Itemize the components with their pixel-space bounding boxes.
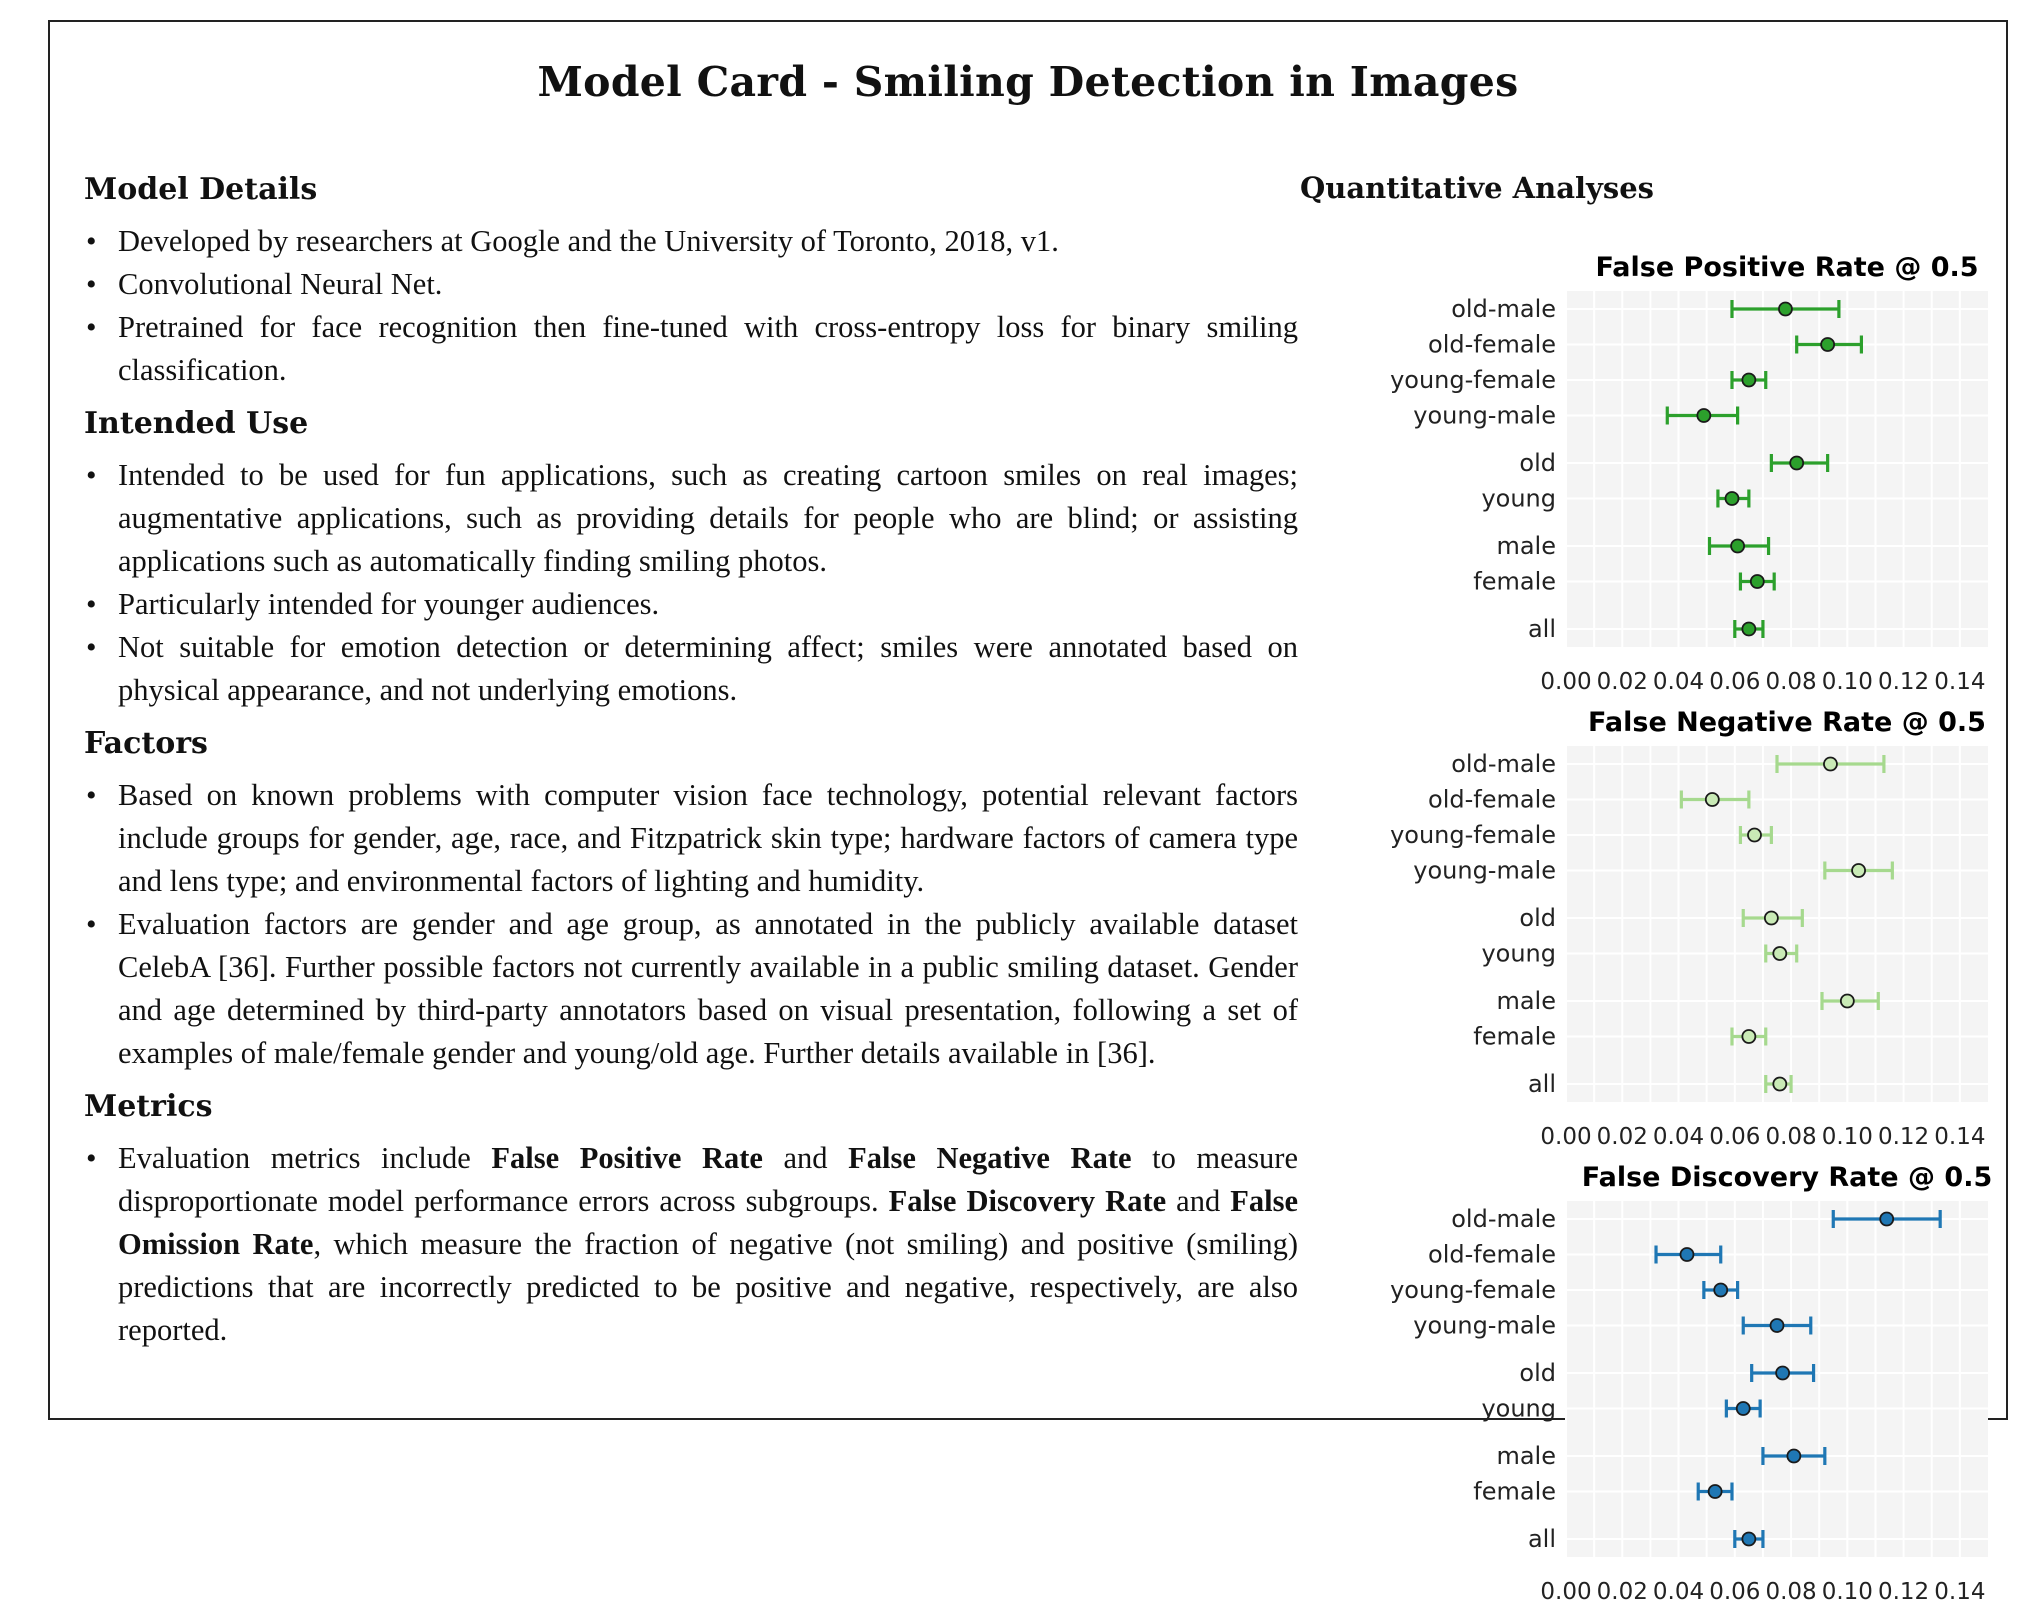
error-bar-chart <box>1300 254 2000 694</box>
bullet-text: Based on known problems with computer vision face technology, potential relevant factors include groups for gender, age, race, and Fitzpatrick skin type; hardware factors of camera type and lens type; and environmental factors of lighting and humidity. <box>118 778 1298 898</box>
bullet-text: , which measure the fraction of negative (not smiling) and positive (smiling) predictions that are incorrectly predicted to be positive and negative, respectively, are also reported. <box>118 1227 1298 1347</box>
data-point-all <box>1742 623 1755 636</box>
bullet-item <box>84 774 1298 903</box>
bullet-text: to measure disproportionate model performance errors across subgroups. <box>118 1141 1299 1218</box>
data-point-old-male <box>1824 758 1837 771</box>
x-tick-label: 0.10 <box>1821 1124 1873 1150</box>
quantitative-analyses-heading: Quantitative Analyses <box>1300 171 1654 205</box>
y-tick-label: male <box>1496 532 1556 560</box>
data-point-female <box>1709 1485 1722 1498</box>
chart-2 <box>1300 709 2000 1149</box>
section-intended-use <box>84 404 1298 712</box>
x-tick-label: 0.06 <box>1709 1579 1761 1604</box>
chart-3 <box>1300 1164 2000 1604</box>
bullet-item <box>84 454 1298 583</box>
chart-title: False Discovery Rate @ 0.5 <box>1581 1162 1993 1193</box>
y-tick-label: all <box>1527 1525 1556 1553</box>
y-tick-label: young <box>1481 939 1556 968</box>
y-tick-label: old-male <box>1451 1205 1556 1233</box>
bullet-list <box>84 220 1298 392</box>
y-tick-label: young <box>1481 1394 1556 1423</box>
y-tick-label: young-female <box>1390 366 1556 394</box>
data-point-young <box>1737 1402 1750 1415</box>
y-tick-label: old-female <box>1428 1240 1556 1269</box>
data-point-young-female <box>1742 374 1755 387</box>
x-tick-label: 0.06 <box>1709 1124 1761 1150</box>
data-point-female <box>1751 575 1764 588</box>
bold-term: False Discovery Rate <box>888 1184 1167 1218</box>
x-tick-label: 0.00 <box>1540 1579 1592 1604</box>
bullet-text: Convolutional Neural Net. <box>118 267 443 301</box>
chart-title: False Positive Rate @ 0.5 <box>1595 252 1979 283</box>
bullet-list <box>84 1137 1298 1352</box>
x-tick-label: 0.10 <box>1821 1579 1873 1604</box>
data-point-old <box>1776 1367 1789 1380</box>
data-point-old-female <box>1706 793 1719 806</box>
data-point-young <box>1773 947 1786 960</box>
bullet-text: Intended to be used for fun applications, such as creating cartoon smiles on real images; augmentative applications, such as providing details for people who are blind; or assisting applications such as automatically finding smiling photos. <box>118 458 1298 578</box>
x-tick-label: 0.00 <box>1540 669 1592 695</box>
y-tick-label: female <box>1473 1477 1556 1506</box>
y-tick-label: old-female <box>1428 330 1556 359</box>
bullet-item <box>84 903 1298 1075</box>
model-card-page <box>48 20 2008 1604</box>
x-tick-label: 0.00 <box>1540 1124 1592 1150</box>
y-tick-label: old-female <box>1428 785 1556 814</box>
error-bar-chart <box>1300 709 2000 1149</box>
y-tick-label: old <box>1519 1359 1556 1387</box>
data-point-old <box>1765 912 1778 925</box>
y-tick-label: old <box>1519 449 1556 477</box>
y-tick-label: young-female <box>1390 821 1556 849</box>
x-tick-label: 0.08 <box>1765 1579 1817 1604</box>
y-tick-label: all <box>1527 615 1556 643</box>
x-tick-label: 0.12 <box>1877 1579 1930 1604</box>
section-heading: Metrics <box>84 1089 213 1124</box>
bullet-item <box>84 220 1298 263</box>
y-tick-label: young-male <box>1413 856 1556 885</box>
data-point-old-female <box>1680 1248 1693 1261</box>
error-bar-chart <box>1300 1164 2000 1604</box>
data-point-young-male <box>1697 409 1710 422</box>
y-tick-label: female <box>1473 1022 1556 1051</box>
data-point-old-male <box>1880 1213 1893 1226</box>
bullet-text: Evaluation metrics include <box>118 1141 492 1175</box>
x-tick-label: 0.06 <box>1709 669 1761 695</box>
bold-term: False Omission Rate <box>118 1184 1298 1261</box>
section-heading: Intended Use <box>84 406 309 441</box>
bullet-text: Particularly intended for younger audiences. <box>118 587 660 621</box>
y-tick-label: male <box>1496 1442 1556 1470</box>
data-point-young <box>1725 492 1738 505</box>
bullet-text: Pretrained for face recognition then fine-tuned with cross-entropy loss for binary smiling classification. <box>118 310 1298 387</box>
x-tick-label: 0.14 <box>1934 1579 1986 1604</box>
page-title: Model Card - Smiling Detection in Images <box>537 58 1519 106</box>
data-point-old <box>1790 457 1803 470</box>
data-point-male <box>1787 1450 1800 1463</box>
data-point-young-female <box>1748 829 1761 842</box>
data-point-old-female <box>1821 338 1834 351</box>
data-point-female <box>1742 1030 1755 1043</box>
bullet-item <box>84 306 1298 392</box>
data-point-all <box>1742 1533 1755 1546</box>
x-tick-label: 0.12 <box>1877 1124 1930 1150</box>
data-point-male <box>1841 995 1854 1008</box>
bullet-text: and <box>762 1141 849 1175</box>
x-tick-label: 0.14 <box>1934 669 1986 695</box>
data-point-young-male <box>1771 1319 1784 1332</box>
model-card-text-column <box>84 170 1298 1364</box>
data-point-young-female <box>1714 1284 1727 1297</box>
data-point-male <box>1731 540 1744 553</box>
bullet-text: Developed by researchers at Google and the University of Toronto, 2018, v1. <box>118 224 1059 258</box>
section-factors <box>84 724 1298 1075</box>
bold-term: False Negative Rate <box>848 1141 1132 1175</box>
y-tick-label: female <box>1473 567 1556 596</box>
y-tick-label: old-male <box>1451 295 1556 323</box>
data-point-all <box>1773 1078 1786 1091</box>
y-tick-label: young-female <box>1390 1276 1556 1304</box>
y-tick-label: young <box>1481 484 1556 513</box>
x-tick-label: 0.02 <box>1596 669 1648 695</box>
bullet-item <box>84 263 1298 306</box>
quantitative-analyses-column <box>1300 168 2000 1604</box>
y-tick-label: young-male <box>1413 401 1556 430</box>
data-point-old-male <box>1779 303 1792 316</box>
section-heading: Factors <box>84 726 208 761</box>
x-tick-label: 0.02 <box>1596 1124 1648 1150</box>
data-point-young-male <box>1852 864 1865 877</box>
bullet-text: and <box>1166 1184 1231 1218</box>
x-tick-label: 0.12 <box>1877 669 1930 695</box>
bullet-item <box>84 1137 1298 1352</box>
y-tick-label: male <box>1496 987 1556 1015</box>
chart-title: False Negative Rate @ 0.5 <box>1588 707 1986 738</box>
x-tick-label: 0.04 <box>1652 1124 1705 1150</box>
x-tick-label: 0.08 <box>1765 1124 1817 1150</box>
section-model-details <box>84 170 1298 392</box>
bullet-item <box>84 583 1298 626</box>
bullet-item <box>84 626 1298 712</box>
y-tick-label: young-male <box>1413 1311 1556 1340</box>
x-tick-label: 0.14 <box>1934 1124 1986 1150</box>
bold-term: False Positive Rate <box>491 1141 763 1175</box>
bullet-text: Evaluation factors are gender and age group, as annotated in the publicly available dataset CelebA [36]. Further possible factors not currently available in a public smiling dataset. Gender and age determined by third-party annotators based on visual presentation, following a set of examples of male/female gender and young/old age. Further details available in [36]. <box>118 907 1298 1070</box>
y-tick-label: all <box>1527 1070 1556 1098</box>
chart-1 <box>1300 254 2000 694</box>
y-tick-label: old-male <box>1451 750 1556 778</box>
x-tick-label: 0.02 <box>1596 1579 1648 1604</box>
x-tick-label: 0.04 <box>1652 1579 1705 1604</box>
bullet-text: Not suitable for emotion detection or determining affect; smiles were annotated based on physical appearance, and not underlying emotions. <box>118 630 1298 707</box>
section-metrics <box>84 1087 1298 1352</box>
section-heading: Model Details <box>84 172 318 207</box>
x-tick-label: 0.10 <box>1821 669 1873 695</box>
bullet-list <box>84 454 1298 712</box>
y-tick-label: old <box>1519 904 1556 932</box>
bullet-list <box>84 774 1298 1075</box>
x-tick-label: 0.04 <box>1652 669 1705 695</box>
x-tick-label: 0.08 <box>1765 669 1817 695</box>
